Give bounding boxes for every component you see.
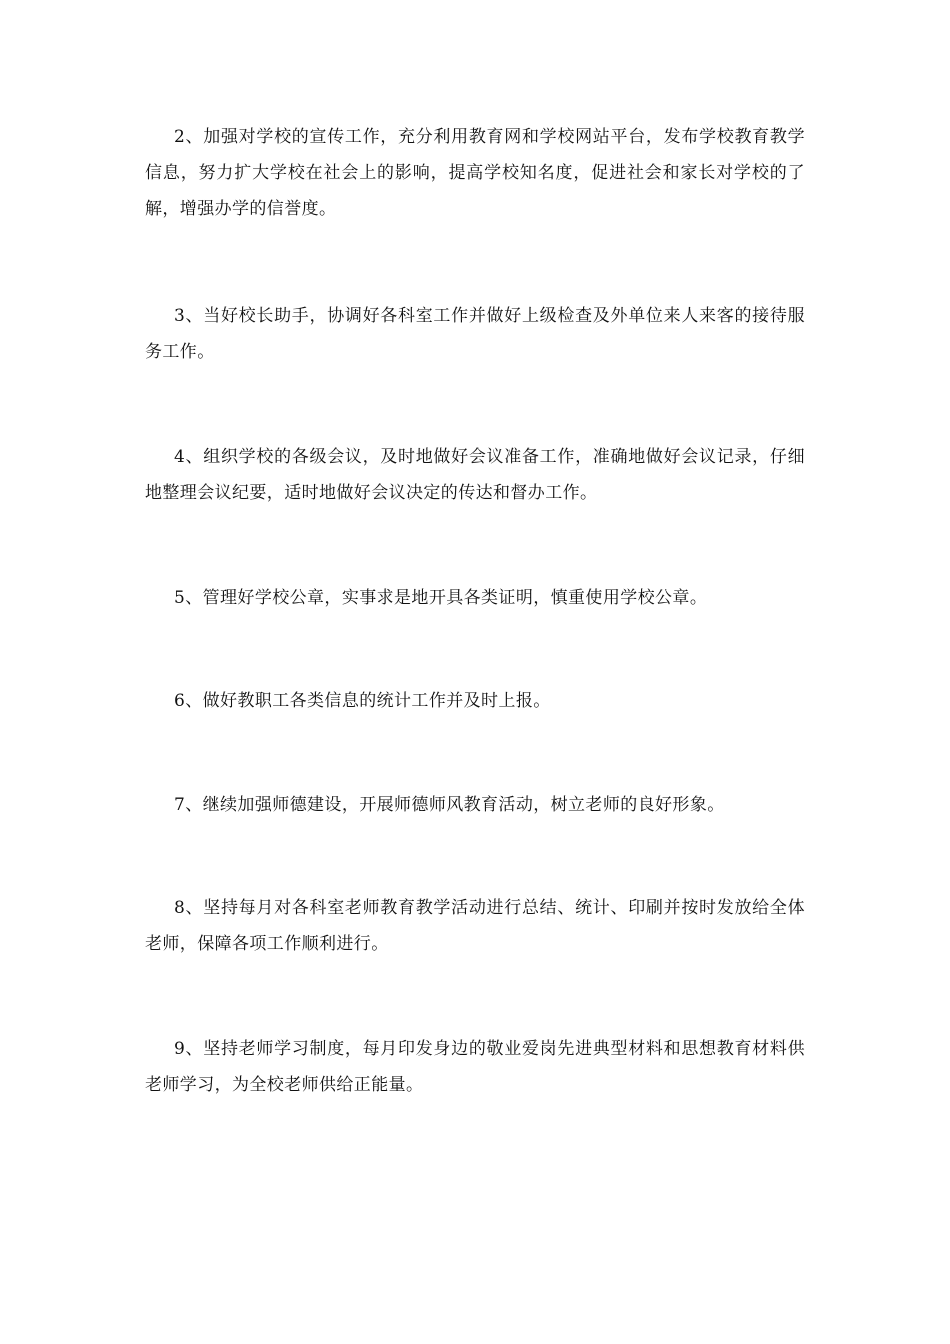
paragraph-6: 6、做好教职工各类信息的统计工作并及时上报。: [174, 691, 551, 711]
paragraph-2: 2、加强对学校的宣传工作，充分利用教育网和学校网站平台，发布学校教育教学信息，努力扩大学校在社会上的影响，提高学校知名度，促进社会和家长对学校的了解，增强办学的信誉度。: [145, 127, 805, 219]
paragraph-3: 3、当好校长助手，协调好各科室工作并做好上级检查及外单位来人来客的接待服务工作。: [145, 306, 805, 362]
paragraph-4: 4、组织学校的各级会议，及时地做好会议准备工作，准确地做好会议记录，仔细地整理会议纪要，适时地做好会议决定的传达和督办工作。: [145, 447, 805, 503]
paragraph-7: 7、继续加强师德建设，开展师德师风教育活动，树立老师的良好形象。: [174, 795, 725, 815]
paragraph-9: 9、坚持老师学习制度，每月印发身边的敬业爱岗先进典型材料和思想教育材料供老师学习，为全校老师供给正能量。: [145, 1039, 805, 1095]
paragraph-8: 8、坚持每月对各科室老师教育教学活动进行总结、统计、印刷并按时发放给全体老师，保障各项工作顺利进行。: [145, 898, 805, 954]
paragraph-5: 5、管理好学校公章，实事求是地开具各类证明，慎重使用学校公章。: [174, 588, 708, 608]
